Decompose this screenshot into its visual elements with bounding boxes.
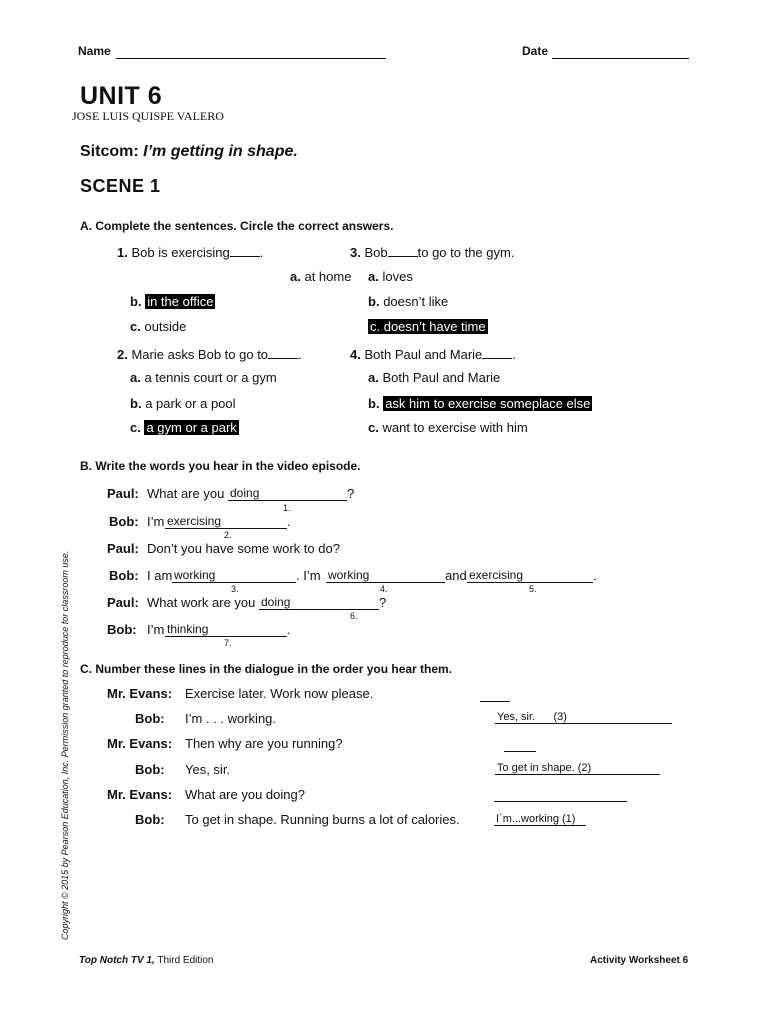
dialogue-text: I’m [147,622,165,637]
option-text-highlighted: c. doesn’t have time [370,319,486,334]
q4-option-c[interactable] [368,420,528,435]
q2-option-b[interactable] [130,396,236,411]
answer-field[interactable]: exercising [467,568,593,583]
dialogue-text: I am [147,568,173,583]
answer-field[interactable]: doing [259,595,379,610]
name-label: Name [78,44,111,58]
question-2 [117,345,302,362]
blank-number: 3. [231,584,239,594]
speaker-label: Mr. Evans: [107,736,173,751]
dialogue-text: Yes, sir. [185,762,231,777]
blank-number: 7. [224,638,232,648]
answer-field[interactable]: doing [228,486,347,501]
answer-blank[interactable] [268,345,298,359]
speaker-label: Bob: [109,514,139,529]
q3-option-b[interactable] [368,294,448,309]
scene-title: SCENE 1 [80,176,161,196]
speaker-label: Bob: [109,568,139,583]
q1-option-c[interactable] [130,319,186,334]
dialogue-text: I’m [147,514,165,529]
punctuation: . [287,622,291,637]
question-1 [117,243,263,260]
order-field[interactable] [494,788,627,802]
option-letter: c. [130,420,141,435]
question-number: 4. [350,347,361,362]
speaker-label: Bob: [135,762,165,777]
dialogue-text: Then why are you running? [185,736,343,751]
speaker-label: Paul: [107,486,139,501]
copyright-notice: Copyright © 2015 by Pearson Education, Inc. Permission granted to reproduce for classroom use. [60,550,70,940]
question-number: 1. [117,245,128,260]
punctuation: . [593,568,597,583]
question-text: Marie asks Bob to go to [131,347,269,362]
blank-number: 1. [283,503,291,513]
option-letter: b. [130,396,142,411]
blank-number: 6. [350,611,358,621]
answer-field[interactable]: working [172,568,296,583]
dialogue-text: I’m . . . working. [185,711,277,726]
section-b-instruction: B. Write the words you hear in the video episode. [80,459,361,473]
sitcom-heading [80,143,298,161]
blank-number: 2. [224,530,232,540]
option-letter: b. [130,294,142,309]
option-text: want to exercise with him [382,420,528,435]
option-letter: b. [368,294,380,309]
option-text: a park or a pool [145,396,236,411]
period: . [298,347,302,362]
option-text: doesn’t like [383,294,449,309]
answer-blank[interactable] [482,345,512,359]
q1-option-a[interactable] [290,269,351,284]
option-letter: a. [290,269,301,284]
option-letter: c. [130,319,141,334]
option-text: Both Paul and Marie [382,370,501,385]
speaker-label: Paul: [107,541,139,556]
option-text: a tennis court or a gym [144,370,277,385]
dialogue-text: To get in shape. Running burns a lot of calories. [185,812,460,827]
answer-blank[interactable] [388,243,418,257]
speaker-label: Mr. Evans: [107,686,173,701]
answer-blank[interactable] [230,243,260,257]
date-label: Date [522,44,549,58]
footer-book [79,955,214,966]
question-text: Bob is exercising [131,245,230,260]
option-text-highlighted: in the office [147,294,214,309]
q3-option-c[interactable] [368,319,488,334]
period: . [512,347,516,362]
question-text: to go to the gym. [417,245,515,260]
speaker-label: Bob: [135,711,165,726]
order-field[interactable]: Yes, sir. (3) [495,711,672,724]
period: . [259,245,264,260]
q4-option-b[interactable] [368,396,592,411]
sitcom-title: I’m getting in shape. [143,143,298,160]
date-field[interactable] [552,58,689,59]
option-text: loves [382,269,413,284]
name-field[interactable] [116,58,386,59]
question-number: 3. [350,245,361,260]
dialogue-text: . I’m [296,568,321,583]
dialogue-text: Don’t you have some work to do? [147,541,340,556]
option-letter: a. [368,370,379,385]
dialogue-text: and [445,568,467,583]
blank-number: 4. [380,584,388,594]
punctuation: . [287,514,291,529]
order-field[interactable] [480,688,510,702]
worksheet-label: Activity Worksheet 6 [590,955,689,966]
option-text: outside [144,319,187,334]
option-letter: c. [368,420,379,435]
speaker-label: Bob: [107,622,137,637]
option-letter: a. [130,370,141,385]
q4-option-a[interactable] [368,370,500,385]
book-edition: Third Edition [154,955,214,966]
option-letter: b. [368,396,380,411]
dialogue-text: What work are you [147,595,256,610]
dialogue-text: Exercise later. Work now please. [185,686,374,701]
option-text-highlighted: ask him to exercise someplace else [385,396,591,411]
order-field[interactable]: To get in shape. (2) [495,762,660,775]
speaker-label: Mr. Evans: [107,787,173,802]
speaker-label: Paul: [107,595,139,610]
dialogue-text: What are you doing? [185,787,305,802]
book-title: Top Notch TV 1, [79,955,155,966]
question-4 [350,345,516,362]
question-3 [350,243,514,260]
blank-number: 5. [529,584,537,594]
section-c-instruction: C. Number these lines in the dialogue in the order you hear them. [80,662,453,676]
q2-option-a[interactable] [130,370,277,385]
option-text-highlighted: a gym or a park [146,420,237,435]
section-a-instruction: A. Complete the sentences. Circle the correct answers. [80,219,394,233]
order-field[interactable] [504,738,536,752]
question-text: Bob [364,245,388,260]
answer-field[interactable]: thinking [165,622,287,637]
question-number: 2. [117,347,128,362]
q2-option-c[interactable] [130,420,239,435]
dialogue-text: What are you [147,486,225,501]
sitcom-label: Sitcom: [80,143,139,160]
option-letter: a. [368,269,379,284]
answer-field[interactable]: exercising [165,514,287,529]
speaker-label: Bob: [135,812,165,827]
option-text: at home [304,269,352,284]
question-text: Both Paul and Marie [364,347,483,362]
order-field[interactable]: I´m...working (1) [494,813,586,826]
q1-option-b[interactable] [130,294,215,309]
unit-title: UNIT 6 [80,82,163,110]
answer-field[interactable]: working [326,568,445,583]
q3-option-a[interactable] [368,269,413,284]
punctuation: ? [347,486,355,501]
student-name: JOSE LUIS QUISPE VALERO [72,109,224,123]
punctuation: ? [379,595,387,610]
